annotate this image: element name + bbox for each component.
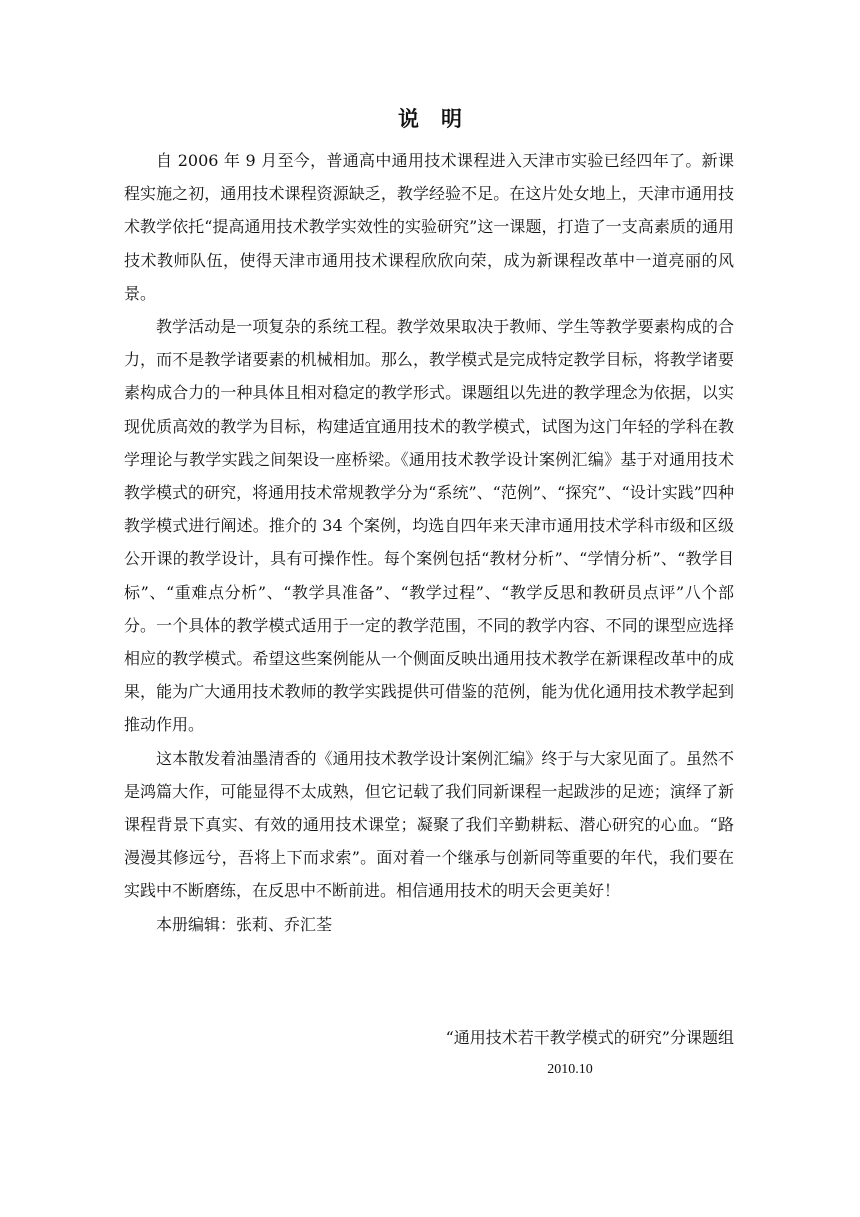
- page-title: 说明: [398, 106, 484, 131]
- body-text: [124, 144, 734, 941]
- editors-line: 本册编辑：张莉、乔汇荃: [156, 914, 333, 934]
- date: 2010.10: [547, 1062, 593, 1077]
- paragraph-1: 自 2006 年 9 月至今，普通高中通用技术课程进入天津市实验已经四年了。新课程实施之初，通用技术课程资源缺乏，教学经验不足。在这片处女地上，天津市通用技术教学依托“提高通用技术教学实效性的实验研究”这一课题，打造了一支高素质的通用技术教师队伍，使得天津市通用技术课程欣欣向荣，成为新课程改革中一道亮丽的风景。: [124, 151, 734, 303]
- paragraph-3: 这本散发着油墨清香的《通用技术教学设计案例汇编》终于与大家见面了。虽然不是鸿篇大作，可能显得不太成熟，但它记载了我们同新课程一起跋涉的足迹；演绎了新课程背景下真实、有效的通用技术课堂；凝聚了我们辛勤耕耘、潜心研究的心血。“路漫漫其修远兮，吾将上下而求索”。面对着一个继承与创新同等重要的年代，我们要在实践中不断磨练，在反思中不断前进。相信通用技术的明天会更美好！: [124, 748, 734, 901]
- signature: “通用技术若干教学模式的研究”分课题组: [445, 1028, 734, 1047]
- paragraph-2: 教学活动是一项复杂的系统工程。教学效果取决于教师、学生等教学要素构成的合力，而不是教学诸要素的机械相加。那么，教学模式是完成特定教学目标，将教学诸要素构成合力的一种具体且相对稳定的教学形式。课题组以先进的教学理念为依据，以实现优质高效的教学为目标，构建适宜通用技术的教学模式，试图为这门年轻的学科在教学理论与教学实践之间架设一座桥梁。《通用技术教学设计案例汇编》基于对通用技术教学模式的研究，将通用技术常规教学分为“系统”、“范例”、“探究”、“设计实践”四种教学模式进行阐述。推介的 34 个案例，均选自四年来天津市通用技术学科市级和区级公开课的教学设计，具有可操作性。每个案例包括“教材分析”、“学情分析”、“教学目标”、“重难点分析”、“教学具准备”、“教学过程”、“教学反思和教研员点评”八个部分。一个具体的教学模式适用于一定的教学范围，不同的教学内容、不同的课型应选择相应的教学模式。希望这些案例能从一个侧面反映出通用技术教学在新课程改革中的成果，能为广大通用技术教师的教学实践提供可借鉴的范例，能为优化通用技术教学起到推动作用。: [124, 317, 734, 735]
